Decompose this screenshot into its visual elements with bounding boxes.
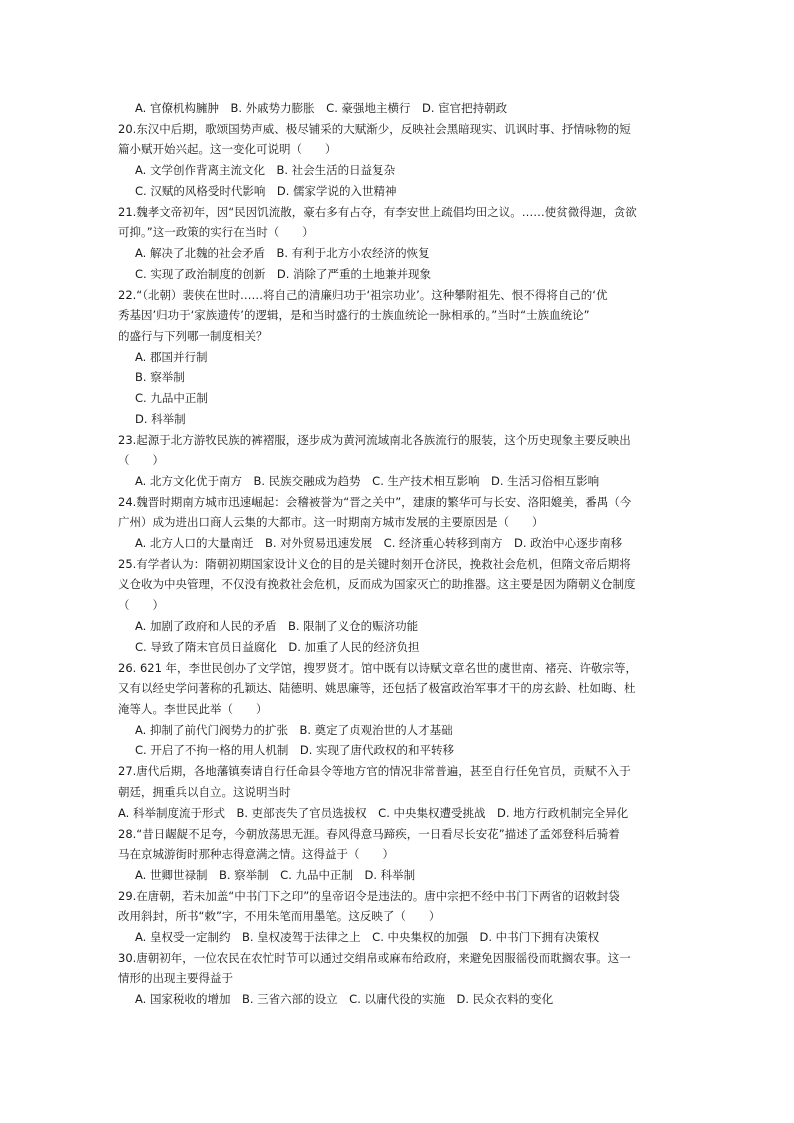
text-line: 又有以经史学问著称的孔颖达、陆德明、姚思廉等，还包括了极富政治军事才干的房玄龄、杜如晦、杜 [118, 681, 636, 695]
text-line: 24.魏晋时期南方城市迅速崛起：会稽被誉为“晋之关中”，建康的繁华可与长安、洛阳媲美，番禺（今 [118, 495, 632, 509]
text-line: 28.“昔日龌龊不足夸，今朝放荡思无涯。春风得意马蹄疾，一日看尽长安花”描述了孟郊登科后骑着 [118, 827, 620, 841]
text-line: 篇小赋开始兴起。这一变化可说明（ ） [118, 142, 337, 156]
text-line: A. 解决了北魏的社会矛盾 B. 有利于北方小农经济的恢复 [135, 246, 430, 260]
text-line: C. 导致了隋末官员日益腐化 D. 加重了人民的经济负担 [135, 640, 420, 654]
text-line: C. 实现了政治制度的创新 D. 消除了严重的土地兼并现象 [135, 267, 432, 281]
text-line: 广州）成为进出口商人云集的大都市。这一时期南方城市发展的主要原因是（ ） [118, 515, 544, 529]
text-line: 27.唐代后期，各地藩镇奏请自行任命县令等地方官的情况非常普遍，甚至自行任免官员，贡赋不入于 [118, 764, 631, 778]
text-line: A. 科举制度流于形式 B. 吏部丧失了官员选拔权 C. 中央集权遭受挑战 D. 地方行政机制完全异化 [118, 806, 629, 820]
text-line: A. 皇权受一定制约 B. 皇权凌驾于法律之上 C. 中央集权的加强 D. 中书门下拥有决策权 [135, 930, 600, 944]
text-line: （ ） [118, 453, 164, 467]
text-line: A. 国家税收的增加 B. 三省六部的设立 C. 以庸代役的实施 D. 民众衣料的变化 [135, 992, 554, 1006]
text-line: 可抑。”这一政策的实行在当时（ ） [118, 225, 314, 239]
text-line: 29.在唐朝，若未加盖“中书门下之印”的皇帝诏令是违法的。唐中宗把不经中书门下两省的诏敕封袋 [118, 889, 620, 903]
text-line: 马在京城游街时那种志得意满之情。这得益于（ ） [118, 847, 394, 861]
text-line: 21.魏孝文帝初年，因“民因饥流散，豪右多有占夺，有李安世上疏倡均田之议。……使贫微得迦，贪欲 [118, 205, 637, 219]
text-line: C. 汉赋的风格受时代影响 D. 儒家学说的入世精神 [135, 184, 397, 198]
text-line: 朝廷，拥重兵以自立。这说明当时 [118, 785, 291, 799]
text-line: C. 开启了不拘一格的用人机制 D. 实现了唐代政权的和平转移 [135, 743, 455, 757]
text-line: 淹等人。李世民此举（ ） [118, 702, 268, 716]
text-line: A. 官僚机构臃肿 B. 外戚势力膨胀 C. 豪强地主横行 D. 宦官把持朝政 [135, 101, 508, 115]
text-line: 25.有学者认为：隋朝初期国家设计义仓的目的是关键时刻开仓济民，挽救社会危机，但隋文帝后期将 [118, 557, 631, 571]
text-line: 的盛行与下列哪一制度相关？ [118, 329, 268, 343]
text-line: A. 加剧了政府和人民的矛盾 B. 限制了义仓的赈济功能 [135, 619, 419, 633]
text-line: B. 察举制 [135, 370, 185, 384]
text-line: 30.唐朝初年，一位农民在农忙时节可以通过交绢帛或麻布给政府，来避免因服徭役而耽搁农事。这一 [118, 951, 631, 965]
text-line: A. 北方文化优于南方 B. 民族交融成为趋势 C. 生产技术相互影响 D. 生活习俗相互影响 [135, 474, 600, 488]
text-line: A. 郡国并行制 [135, 350, 208, 364]
text-line: D. 科举制 [135, 412, 186, 426]
text-line: A. 文学创作背离主流文化 B. 社会生活的日益复杂 [135, 163, 396, 177]
text-line: 秀基因’归功于‘家族遗传’的逻辑，是和当时盛行的士族血统论一脉相承的。”当时“士族血统论” [118, 308, 590, 322]
text-line: 改用斜封，所书“敕”字，不用朱笔而用墨笔。这反映了（ ） [118, 909, 441, 923]
text-line: 情形的出现主要得益于 [118, 971, 233, 985]
text-line: A. 世卿世禄制 B. 察举制 C. 九品中正制 D. 科举制 [135, 868, 416, 882]
text-line: 义仓收为中央管理，不仅没有挽救社会危机，反而成为国家灭亡的助推器。这主要是因为隋朝义仓制度 [118, 577, 636, 591]
text-line: A. 北方人口的大量南迁 B. 对外贸易迅速发展 C. 经济重心转移到南方 D. 政治中心逐步南移 [135, 536, 623, 550]
text-line: 22.“（北朝）裴侠在世时……将自己的清廉归功于‘祖宗功业’。这种攀附祖先、恨不得将自己的‘优 [118, 288, 608, 302]
text-line: C. 九品中正制 [135, 391, 208, 405]
text-line: 23.起源于北方游牧民族的裤褶服，逐步成为黄河流域南北各族流行的服装，这个历史现象主要反映出 [118, 433, 631, 447]
text-line: 20.东汉中后期，歌颂国势声威、极尽铺采的大赋渐少，反映社会黑暗现实、讥讽时事、抒情咏物的短 [118, 122, 631, 136]
text-line: 26. 621 年，李世民创办了文学馆，搜罗贤才。馆中既有以诗赋文章名世的虞世南、褚亮、许敬宗等， [118, 661, 638, 675]
text-line: A. 抑制了前代门阀势力的扩张 B. 奠定了贞观治世的人才基础 [135, 723, 453, 737]
text-line: （ ） [118, 598, 164, 612]
